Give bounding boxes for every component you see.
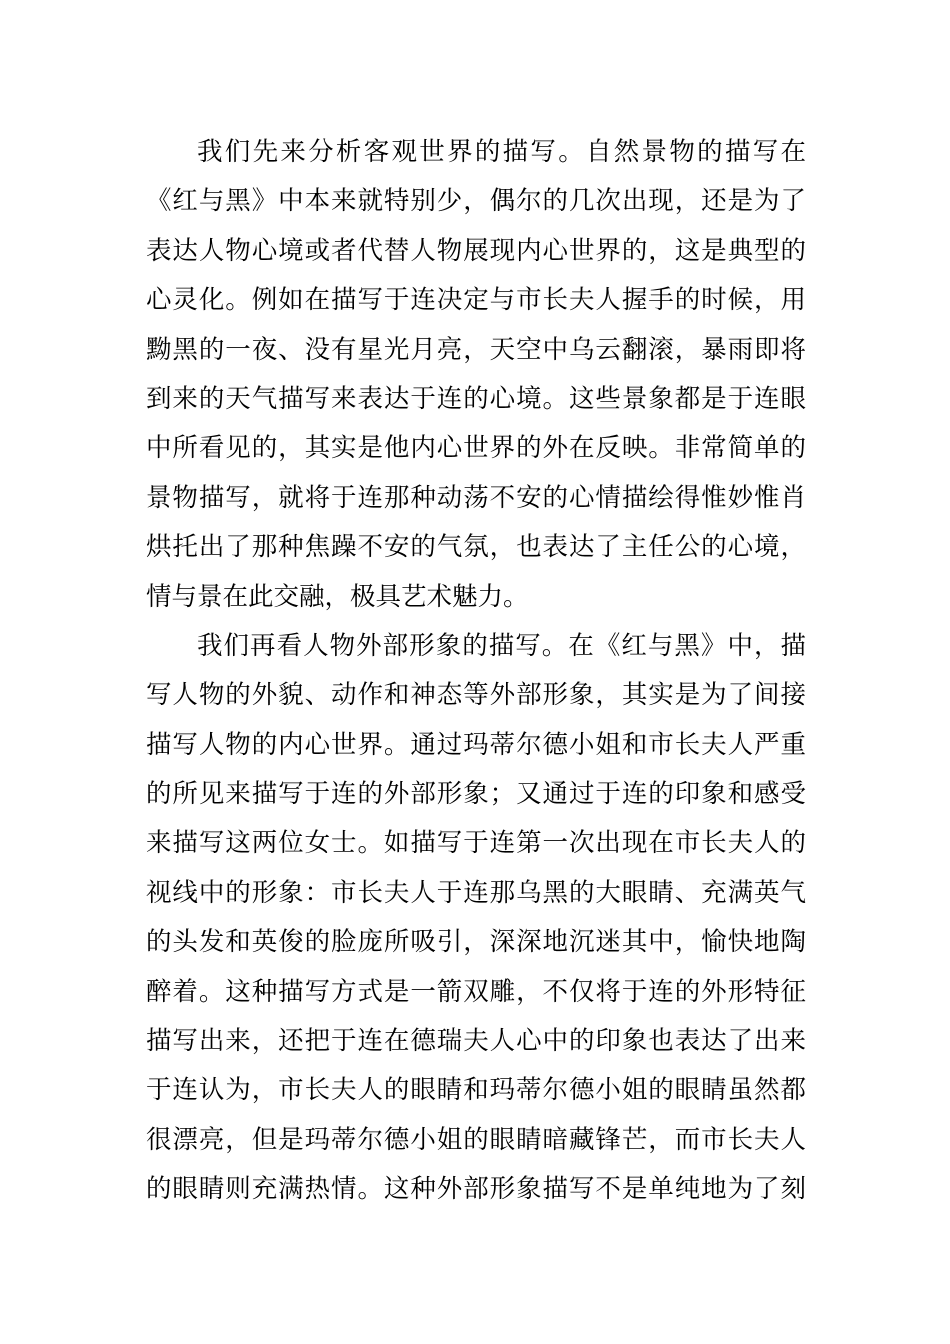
text-line: 景物描写，就将于连那种动荡不安的心情描绘得惟妙惟肖 [146, 482, 806, 513]
text-line: 的眼睛则充满热情。这种外部形象描写不是单纯地为了刻 [146, 1174, 806, 1205]
text-line: 黝黑的一夜、没有星光月亮，天空中乌云翻滚，暴雨即将 [146, 334, 806, 365]
text-line: 烘托出了那种焦躁不安的气氛，也表达了主任公的心境， [146, 532, 806, 563]
text-line: 描写出来，还把于连在德瑞夫人心中的印象也表达了出来 [146, 1026, 806, 1057]
text-line: 我们再看人物外部形象的描写。在《红与黑》中，描 [197, 630, 806, 661]
text-line: 我们先来分析客观世界的描写。自然景物的描写在 [197, 137, 806, 167]
paragraph-1 [146, 128, 806, 622]
text-line: 醉着。这种描写方式是一箭双雕，不仅将于连的外形特征 [146, 976, 806, 1007]
text-line: 心灵化。例如在描写于连决定与市长夫人握手的时候，用 [146, 285, 806, 316]
text-line: 描写人物的内心世界。通过玛蒂尔德小姐和市长夫人严重 [146, 729, 806, 760]
text-line: 写人物的外貌、动作和神态等外部形象，其实是为了间接 [146, 680, 806, 711]
text-line: 的头发和英俊的脸庞所吸引，深深地沉迷其中，愉快地陶 [146, 927, 806, 958]
text-line: 很漂亮，但是玛蒂尔德小姐的眼睛暗藏锋芒，而市长夫人 [146, 1124, 806, 1155]
paragraph-2 [146, 622, 806, 1215]
text-line: 《红与黑》中本来就特别少，偶尔的几次出现，还是为了 [146, 186, 806, 217]
text-line: 情与景在此交融，极具艺术魅力。 [146, 581, 529, 612]
text-line: 来描写这两位女士。如描写于连第一次出现在市长夫人的 [146, 828, 806, 859]
text-line: 视线中的形象：市长夫人于连那乌黑的大眼睛、充满英气 [146, 877, 806, 908]
text-line: 中所看见的，其实是他内心世界的外在反映。非常简单的 [146, 433, 806, 464]
text-line: 表达人物心境或者代替人物展现内心世界的，这是典型的 [146, 235, 806, 266]
text-line: 到来的天气描写来表达于连的心境。这些景象都是于连眼 [146, 383, 806, 414]
text-line: 于连认为，市长夫人的眼睛和玛蒂尔德小姐的眼睛虽然都 [146, 1075, 806, 1106]
text-line: 的所见来描写于连的外部形象；又通过于连的印象和感受 [146, 779, 806, 810]
body-text [146, 128, 806, 1215]
